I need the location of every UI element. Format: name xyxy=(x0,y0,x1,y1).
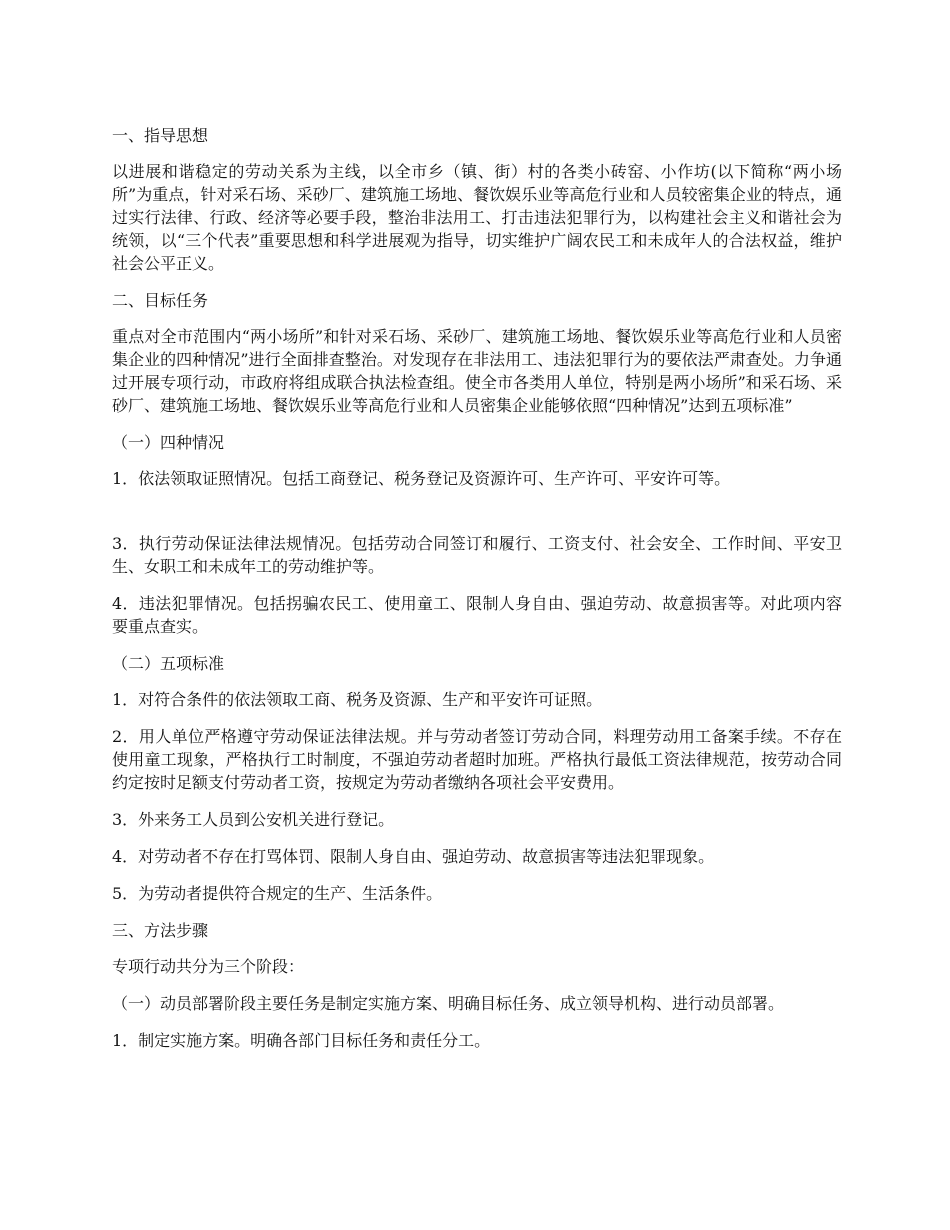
list-item-four-situations-4: 4．违法犯罪情况。包括拐骗农民工、使用童工、限制人身自由、强迫劳动、故意损害等。对此项内容要重点查实。 xyxy=(112,594,842,636)
subsection-heading-five-standards: （二）五项标准 xyxy=(112,654,225,673)
list-item-five-standards-2: 2．用人单位严格遵守劳动保证法律法规。并与劳动者签订劳动合同，料理劳动用工备案手续。不存在使用童工现象，严格执行工时制度，不强迫劳动者超时加班。严格执行最低工资法律规范，按劳动合同约定按时足额支付劳动者工资，按规定为劳动者缴纳各项社会平安费用。 xyxy=(112,727,842,792)
paragraph-methods-intro: 专项行动共分为三个阶段： xyxy=(112,957,305,976)
list-item-four-situations-1: 1．依法领取证照情况。包括工商登记、税务登记及资源许可、生产许可、平安许可等。 xyxy=(112,469,731,488)
list-item-five-standards-3: 3．外来务工人员到公安机关进行登记。 xyxy=(112,810,395,829)
paragraph-guiding-ideology: 以进展和谐稳定的劳动关系为主线，以全市乡（镇、街）村的各类小砖窑、小作坊(以下简称“两小场所”为重点，针对采石场、采砂厂、建筑施工场地、餐饮娱乐业等高危行业和人员较密集企业的特点，通过实行法律、行政、经济等必要手段，整治非法用工、打击违法犯罪行为，以构建社会主义和谐社会为统领，以“三个代表”重要思想和科学进展观为指导，切实维护广阔农民工和未成年人的合法权益，维护社会公平正义。 xyxy=(112,162,842,273)
section-heading-guiding-ideology: 一、指导思想 xyxy=(112,126,209,145)
section-heading-objectives: 二、目标任务 xyxy=(112,291,209,310)
list-item-five-standards-1: 1．对符合条件的依法领取工商、税务及资源、生产和平安许可证照。 xyxy=(112,690,603,709)
subsection-heading-four-situations: （一）四种情况 xyxy=(112,433,225,452)
section-heading-methods: 三、方法步骤 xyxy=(112,921,209,940)
paragraph-objectives: 重点对全市范围内“两小场所”和针对采石场、采砂厂、建筑施工场地、餐饮娱乐业等高危行业和人员密集企业的四种情况”进行全面排查整治。对发现存在非法用工、违法犯罪行为的要依法严肃查处。力争通过开展专项行动，市政府将组成联合执法检查组。使全市各类用人单位，特别是两小场所”和采石场、采砂厂、建筑施工场地、餐饮娱乐业等高危行业和人员密集企业能够依照“四种情况”达到五项标准” xyxy=(112,327,842,415)
list-item-methods-stage-1-1: 1．制定实施方案。明确各部门目标任务和责任分工。 xyxy=(112,1031,491,1050)
list-item-four-situations-3: 3．执行劳动保证法律法规情况。包括劳动合同签订和履行、工资支付、社会安全、工作时间、平安卫生、女职工和未成年工的劳动维护等。 xyxy=(112,534,842,576)
blank-gap xyxy=(112,504,842,532)
paragraph-methods-stage-1: （一）动员部署阶段主要任务是制定实施方案、明确目标任务、成立领导机构、进行动员部署。 xyxy=(112,994,785,1013)
list-item-five-standards-5: 5．为劳动者提供符合规定的生产、生活条件。 xyxy=(112,884,443,903)
list-item-five-standards-4: 4．对劳动者不存在打骂体罚、限制人身自由、强迫劳动、故意损害等违法犯罪现象。 xyxy=(112,847,715,866)
